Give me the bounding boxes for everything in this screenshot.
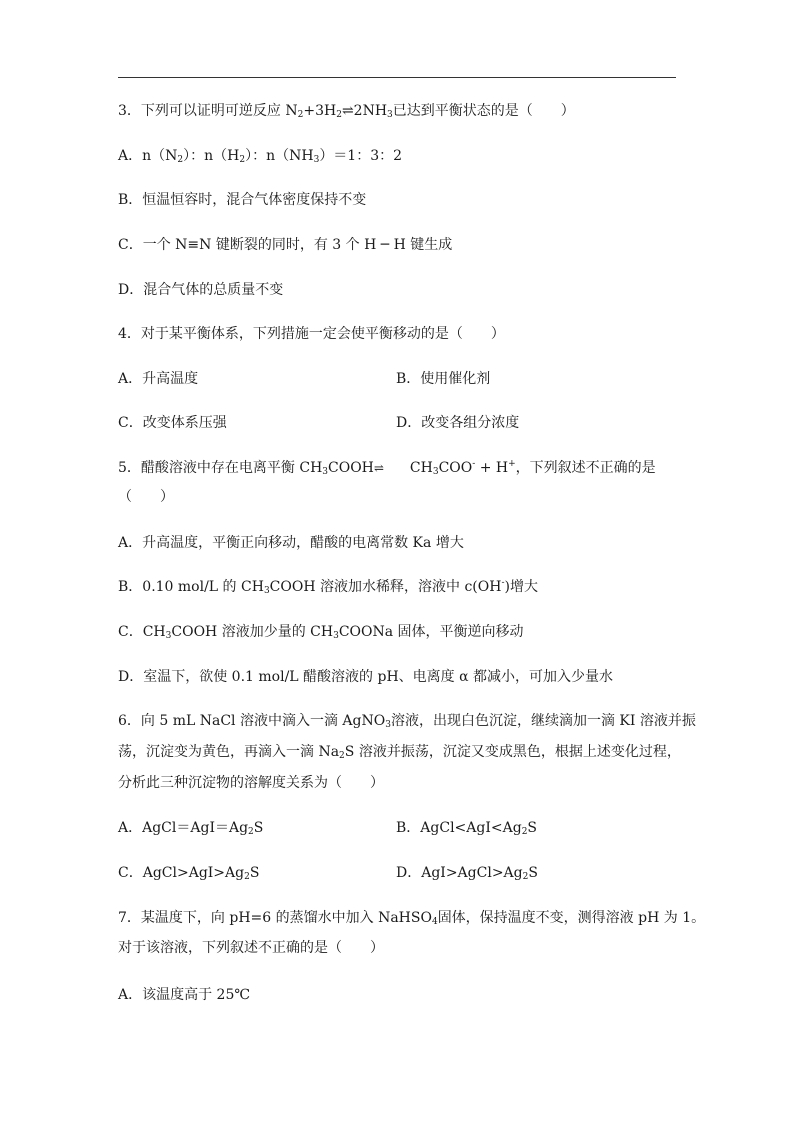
q4-option-b: B．使用催化剂: [396, 371, 491, 387]
q6-stem-line3: 分析此三种沉淀物的溶解度关系为（ ）: [118, 775, 384, 791]
q5-option-d: D．室温下，欲使 0.1 mol/L 醋酸溶液的 pH、电离度 α 都减小，可加入少量水: [118, 669, 614, 685]
q7-option-a: A．该温度高于 25℃: [118, 987, 251, 1003]
q4-option-d: D．改变各组分浓度: [396, 415, 520, 431]
header-rule: [118, 77, 676, 78]
q5-option-b: B．0.10 mol/L 的 $CH_3COOH$ 溶液加水稀释，溶液中 c(OH-)增大: [118, 578, 538, 596]
q3-option-a: A．$n(N_2)$：$n(H_2)$：$n(NH_3)=1$：3：2: [118, 148, 403, 165]
q3-option-c: C．一个 N≡N 键断裂的同时，有 3 个 H ─ H 键生成: [118, 237, 453, 253]
q3-option-b: B．恒温恒容时，混合气体密度保持不变: [118, 192, 367, 208]
q5-stem: 5．醋酸溶液中存在电离平衡 $CH_3COOH\rightleftharpoons$ $CH_3COO^- + H^+$，下列叙述不正确的是: [118, 459, 656, 477]
q3-option-d: D．混合气体的总质量不变: [118, 282, 284, 298]
q7-stem-line2: 对于该溶液，下列叙述不正确的是（ ）: [118, 940, 384, 956]
q6-stem-line1: 6．向 5 mL NaCl 溶液中滴入一滴 AgNO$_3$溶液，出现白色沉淀，继续滴加一滴 KI 溶液并振: [118, 713, 696, 730]
q6-stem-line2: 荡，沉淀变为黄色，再滴入一滴 $Na_2S$ 溶液并振荡，沉淀又变成黑色，根据上述变化过程，: [118, 744, 681, 761]
q6-option-a: A．$AgCl=AgI=Ag_2S$: [118, 820, 264, 837]
q6-option-d: D．$AgI>AgCl>Ag_2S$: [396, 865, 538, 882]
q3-stem: 3．下列可以证明可逆反应 $N_2+3H_2\rightleftharpoons 2NH_3$已达到平衡状态的是（ ）: [118, 103, 575, 120]
equilibrium-arrow-icon: ⇌: [373, 461, 383, 475]
q5-option-a: A．升高温度，平衡正向移动，醋酸的电离常数 Ka 增大: [118, 535, 464, 551]
q5-stem-line2: （ ）: [118, 489, 174, 505]
q4-option-a: A．升高温度: [118, 371, 199, 387]
q4-option-c: C．改变体系压强: [118, 415, 227, 431]
q5-option-c: C．$CH_3COOH$ 溶液加少量的 $CH_3COONa$ 固体，平衡逆向移动: [118, 624, 524, 641]
q4-stem: 4．对于某平衡体系，下列措施一定会使平衡移动的是（ ）: [118, 326, 505, 342]
q6-option-c: C．$AgCl>AgI>Ag_2S$: [118, 865, 260, 882]
q6-option-b: B．$AgCl<AgI<Ag_2S$: [396, 820, 538, 837]
q7-stem-line1: 7．某温度下，向 pH=6 的蒸馏水中加入 NaHSO$_4$固体，保持温度不变，测得溶液 pH 为 1。: [118, 910, 706, 927]
